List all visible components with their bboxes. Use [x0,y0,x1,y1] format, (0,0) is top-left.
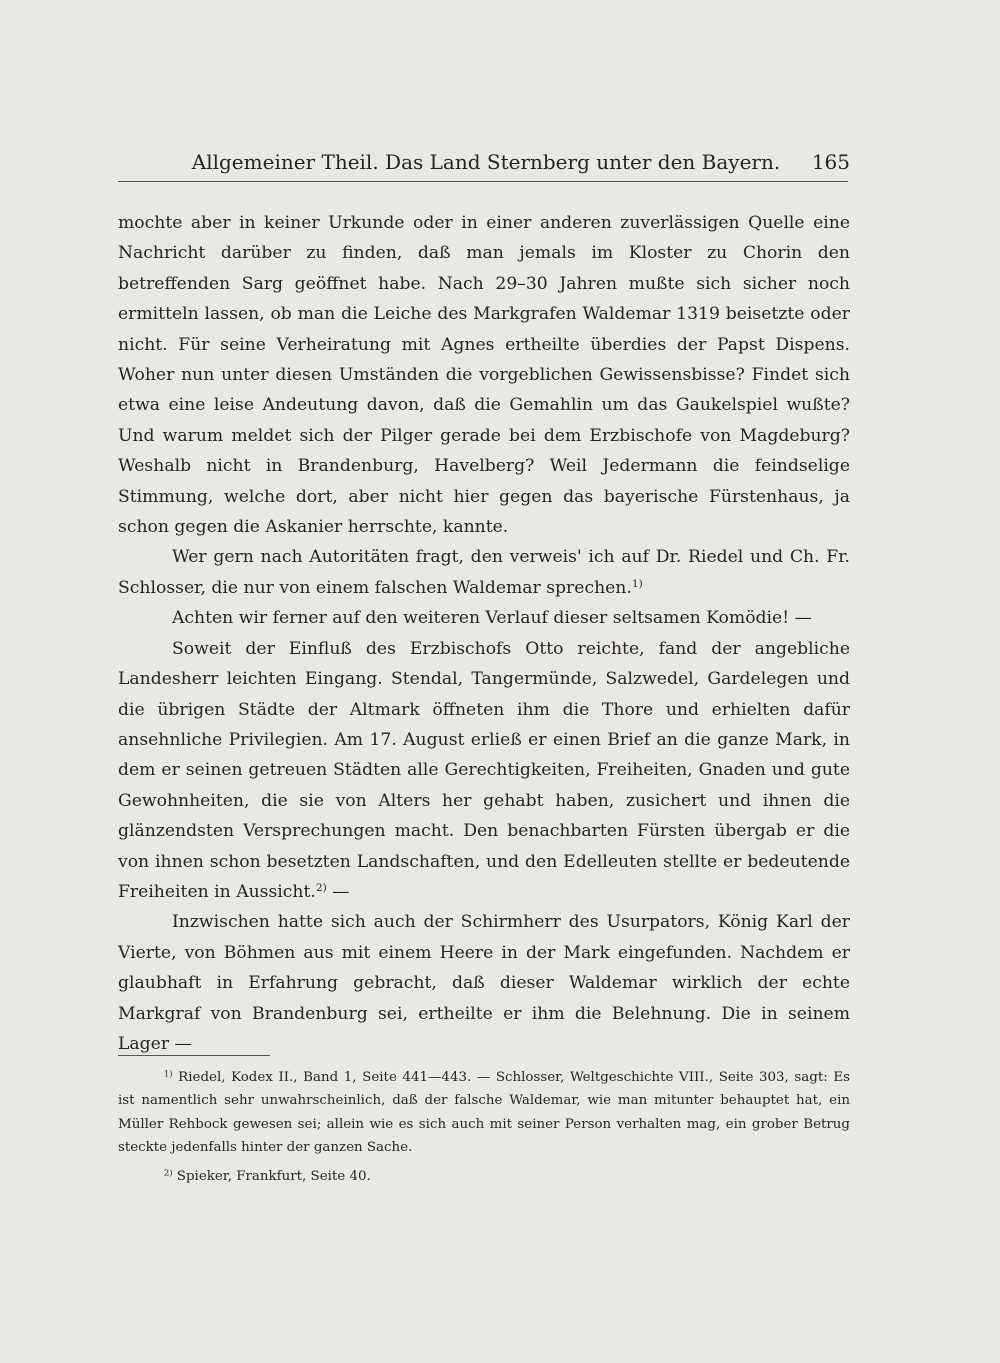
footnotes [118,1066,850,1188]
paragraph [118,634,850,908]
header-rule [118,181,848,182]
paragraph [118,208,850,542]
footnote [118,1066,850,1159]
footnote [118,1165,850,1188]
paragraph-text: Achten wir ferner auf den weiteren Verlauf dieser seltsamen Komödie! — [172,608,812,629]
paragraph-text: Soweit der Einfluß des Erzbischofs Otto reichte, fand der angebliche Landesherr leichten Eingang. Stendal, Tangermünde, Salzwedel, Gardelegen und die übrigen Städte der Altmark öffneten ihm die Thore und erhielten dafür ansehnliche Privilegien. Am 17. August erließ er einen Brief an die ganze Mark, in dem er seinen getreuen Städten alle Gerechtigkeiten, Freiheiten, Gnaden und gute Gewohnheiten, die sie von Alters her gehabt haben, zusichert und ihnen die glänzendsten Versprechungen macht. Den benachbarten Fürsten übergab er die von ihnen schon besetzten Landschaften, und den Edelleuten stellte er bedeutende Freiheiten in Aussicht. [118,638,850,902]
running-title: Allgemeiner Theil. Das Land Sternberg unter den Bayern. [191,150,781,174]
paragraph-text: mochte aber in keiner Urkunde oder in einer anderen zuverlässigen Quelle eine Nachricht darüber zu finden, daß man jemals im Kloster zu Chorin den betreffenden Sarg geöffnet habe. Nach 29–30 Jahren mußte sich sicher noch ermitteln lassen, ob man die Leiche des Markgrafen Waldemar 1319 beisetzte oder nicht. Für seine Verheiratung mit Agnes ertheilte überdies der Papst Dispens. Woher nun unter diesen Umständen die vorgeblichen Gewissensbisse? Findet sich etwa eine leise Andeutung davon, daß die Gemahlin um das Gaukelspiel wußte? Und warum meldet sich der Pilger gerade bei dem Erzbischofe von Magdeburg? Weshalb nicht in Brandenburg, Havelberg? Weil Jedermann die feindselige Stimmung, welche dort, aber nicht hier gegen das bayerische Fürstenhaus, ja schon gegen die Askanier herrschte, kannte. [118,213,850,538]
main-text [118,208,850,1059]
footnote-text: Spieker, Frankfurt, Seite 40. [176,1169,371,1185]
footnote-text: Riedel, Kodex II., Band 1, Seite 441—443. — Schlosser, Weltgeschichte VIII., Seite 303, sagt: Es ist namentlich sehr unwahrscheinlich, daß der falsche Waldemar, wie man mitunter behauptet hat, ein Müller Rehbock gewesen sei; allein wie es sich auch mit seiner Person verhalten mag, ein grober Betrug steckte jedenfalls hinter der ganzen Sache. [118,1070,850,1155]
paragraph [118,603,850,633]
paragraph [118,542,850,603]
paragraph-tail: — [326,881,350,902]
page-number: 165 [811,150,850,174]
footnote-mark: 2) [164,1167,173,1178]
footnote-ref: 2) [315,881,327,895]
paragraph [118,907,850,1059]
running-header [118,147,854,177]
footnote-ref: 1) [631,577,643,591]
paragraph-text: Wer gern nach Autoritäten fragt, den verweis' ich auf Dr. Riedel und Ch. Fr. Schlosser, die nur von einem falschen Waldemar sprechen. [118,547,850,598]
footnote-mark: 1) [164,1068,173,1079]
footnote-rule [118,1055,270,1056]
paragraph-text: Inzwischen hatte sich auch der Schirmherr des Usurpators, König Karl der Vierte, von Böhmen aus mit einem Heere in der Mark eingefunden. Nachdem er glaubhaft in Erfahrung gebracht, daß dieser Waldemar wirklich der echte Markgraf von Brandenburg sei, ertheilte er ihm die Belehnung. Die in seinem Lager — [118,912,850,1054]
